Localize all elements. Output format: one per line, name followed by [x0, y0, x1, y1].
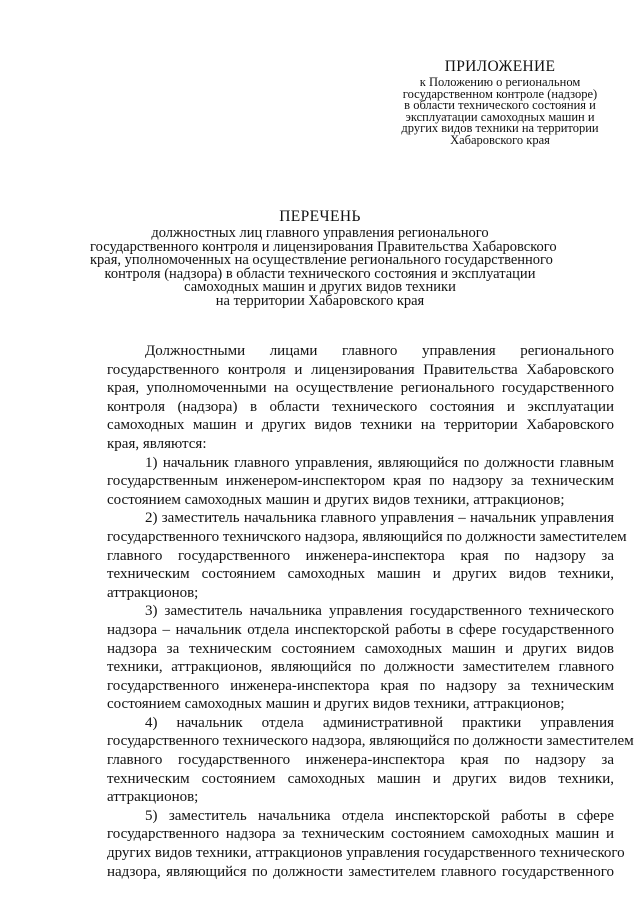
heading-line: на территории Хабаровского края	[215, 292, 425, 309]
heading-line: должностных лиц главного управления регионального	[151, 225, 489, 241]
paragraph-line: надзора – начальник отдела инспекторской работы в сфере государственного	[107, 621, 614, 638]
paragraph-line: государственного контроля и лицензирования Правительства Хабаровского	[107, 361, 614, 378]
paragraph-line: техники, аттракционов, являющийся по должности заместителем главного	[107, 659, 614, 676]
paragraph-line: аттракционов;	[107, 789, 199, 806]
paragraph-line: государственного инженера-инспектора края по надзору за техническим	[107, 677, 614, 694]
heading-line: самоходных машин и других видов техники	[184, 279, 456, 296]
paragraph-line: техническим состоянием самоходных машин и других видов техники,	[107, 566, 614, 583]
appendix-line: других видов техники на территории	[401, 121, 599, 135]
paragraph-line: Должностными лицами главного управления регионального	[145, 343, 614, 359]
paragraph-line: главного государственного инженера-инспектора края по надзору за	[107, 547, 614, 564]
paragraph-line: состоянием самоходных машин и других видов техники, аттракционов;	[107, 491, 565, 508]
appendix-block	[380, 58, 620, 146]
heading-line: государственного контроля и лицензирования Правительства Хабаровского	[90, 238, 557, 255]
paragraph-line: края, уполномоченными на осуществление регионального государственного	[107, 380, 614, 397]
paragraph-line: контроля (надзора) в области технического состояния и эксплуатации	[107, 398, 614, 415]
appendix-title: ПРИЛОЖЕНИЕ	[444, 58, 556, 75]
paragraph-line: края, являются:	[107, 435, 207, 452]
paragraph-line: других видов техники, аттракционов управления государственного технического	[107, 845, 625, 862]
paragraph-line: государственного технического надзора, являющийся по должности заместителем	[107, 733, 634, 750]
appendix-line: Хабаровского края	[450, 132, 550, 147]
paragraph-line: 5) заместитель начальника отдела инспекторской работы в сфере	[145, 807, 614, 824]
body-text	[107, 342, 634, 881]
appendix-line: эксплуатации самоходных машин и	[405, 109, 595, 124]
paragraph-line: аттракционов;	[107, 584, 199, 601]
paragraph-line: государственного техничского надзора, являющийся по должности заместителем	[107, 528, 627, 545]
appendix-line: в области технического состояния и	[404, 98, 596, 112]
paragraph-line: техническим состоянием самоходных машин и других видов техники,	[107, 770, 614, 787]
paragraph-line: 4) начальник отдела административной практики управления	[145, 714, 614, 731]
appendix-line: государственном контроле (надзоре)	[402, 86, 598, 101]
paragraph-line: состоянием самоходных машин и других видов техники, аттракционов;	[107, 696, 565, 713]
heading-title: ПЕРЕЧЕНЬ	[279, 208, 361, 225]
paragraph-line: 2) заместитель начальника главного управления – начальник управления	[145, 510, 614, 527]
appendix-lines	[380, 77, 620, 146]
paragraph-line: самоходных машин и других видов техники на территории Хабаровского	[107, 417, 614, 434]
heading-lines	[90, 225, 557, 309]
list-heading	[90, 208, 557, 309]
paragraph-line: надзора за техническим состоянием самоходных машин и других видов	[107, 640, 614, 657]
heading-line: края, уполномоченных на осуществление регионального государственного	[90, 252, 553, 269]
appendix-line: к Положению о региональном	[419, 75, 581, 89]
paragraph-line: государственным инженером-инспектором края по надзору за техническим	[107, 473, 614, 490]
heading-line: контроля (надзора) в области технического состояния и эксплуатации	[104, 265, 536, 282]
paragraph-line: 1) начальник главного управления, являющийся по должности главным	[145, 454, 614, 471]
paragraph-line: надзора, являющийся по должности заместителем главного государственного	[107, 863, 614, 880]
paragraph-line: государственного надзора за техническим состоянием самоходных машин и	[107, 826, 614, 843]
paragraph-line: главного государственного инженера-инспектора края по надзору за	[107, 752, 614, 769]
paragraph-line: 3) заместитель начальника управления государственного технического	[145, 603, 614, 620]
